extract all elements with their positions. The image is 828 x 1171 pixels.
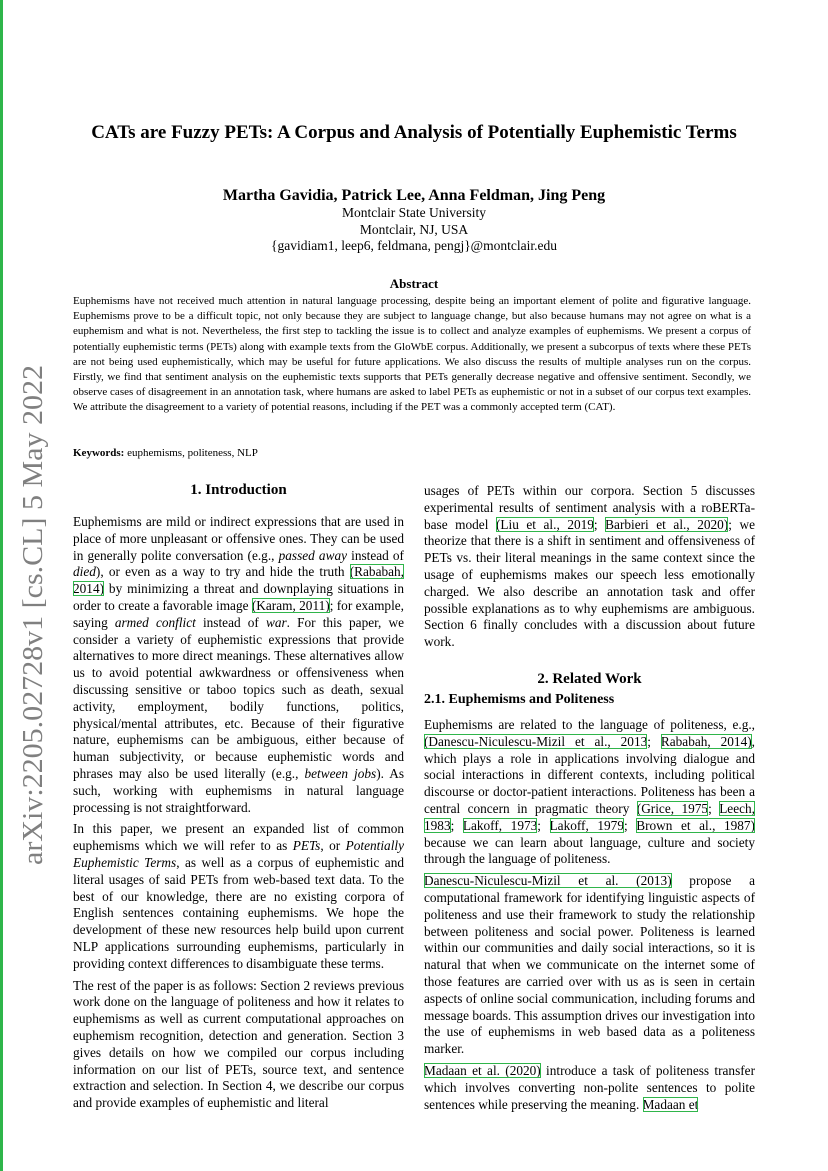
text-run: by minimizing a threat and downplaying situations in order to create a favorable image <box>73 581 404 613</box>
related-paragraph-1 <box>424 717 755 868</box>
text-run: ; <box>593 516 606 532</box>
page-edge-marker <box>0 0 3 1171</box>
intro-paragraph-1 <box>73 514 404 816</box>
citation-link[interactable]: (Grice, 1975 <box>636 800 709 816</box>
text-run: , which plays a role in applications involving dialogue and social interactions in different contexts, including political discourse or doctor-patient interactions. Politeness has been a central concern in pragmatic theory <box>424 733 755 816</box>
citation-link[interactable]: Madaan et <box>642 1096 699 1112</box>
citation-link[interactable]: Danescu-Niculescu-Mizil et al. (2013) <box>424 873 672 889</box>
paper-authors: Martha Gavidia, Patrick Lee, Anna Feldman, Jing Peng <box>222 187 606 204</box>
emphasis: PETs <box>292 838 321 854</box>
text-run: instead of <box>347 547 404 563</box>
intro-paragraph-4 <box>424 483 755 651</box>
text-run: , or <box>320 838 346 854</box>
text-run: ; <box>450 817 463 833</box>
text-run: , as well as a corpus of euphemistic and literal usages of said PETs from web-based text data. To the best of our knowledge, there are no existing corpora of English sentences containing euphemisms. We hope the development of these new resources help build upon current NLP applications surrounding euphemisms, particularly in providing context differences to disambiguate these terms. <box>73 854 404 971</box>
citation-link[interactable]: (Danescu-Niculescu-Mizil et al., 2013 <box>424 733 648 749</box>
citation-link[interactable]: Barbieri et al., 2020) <box>605 516 729 532</box>
arxiv-id-text: arXiv:2205.02728v1 [cs.CL] 5 May 2022 <box>17 381 49 865</box>
text-run: ; <box>708 800 720 816</box>
text-run: introduce a task of politeness transfer which involves converting non-polite sentences to polite sentences while preserving the meaning. <box>424 1062 756 1112</box>
citation-link[interactable]: (Karam, 2011) <box>251 597 330 613</box>
citation-link[interactable]: Leech, 1983 <box>424 800 755 833</box>
emphasis: died <box>73 564 96 580</box>
text-run: usages of PETs within our corpora. Section 5 discusses experimental results of sentiment analysis with a roBERTa-base model <box>424 483 755 532</box>
intro-paragraph-3: The rest of the paper is as follows: Section 2 reviews previous work done on the language of politeness and how it relates to euphemisms as well as current computational approaches on euphemism recognition, detection and generation. Section 3 gives details on how we compiled our corpus including information on our list of PETs, source text, and sentence extraction and selection. In Section 4, we describe our corpus and provide examples of euphemistic and literal <box>73 977 404 1111</box>
paper-title: CATs are Fuzzy PETs: A Corpus and Analysis of Potentially Euphemistic Terms <box>91 122 737 143</box>
emphasis: Potentially Euphemistic Terms <box>73 838 404 870</box>
arxiv-stamp <box>17 360 62 870</box>
emphasis: between jobs <box>304 765 377 781</box>
emphasis: war <box>265 614 287 630</box>
citation-link[interactable]: Madaan et al. (2020) <box>424 1062 541 1078</box>
abstract-text: Euphemisms have not received much attention in natural language processing, despite being an important element of polite and figurative language. Euphemisms prove to be a difficult topic, not only because they are subject to language change, but also because humans may not agree on what is a euphemism and what is not. Nevertheless, the first step to tackling the issue is to collect and analyze examples of euphemisms. We present a corpus of potentially euphemistic terms (PETs) along with example texts from the GloWbE corpus. Additionally, we present a subcorpus of texts where these PETs are not being used euphemistically, which may be useful for future applications. We also discuss the results of multiple analyses run on the corpus. Firstly, we find that sentiment analysis on the euphemistic texts supports that PETs generally decrease negative and offensive sentiment. Secondly, we observe cases of disagreement in an annotation task, where humans are asked to label PETs as euphemistic or not in a subset of our corpus text examples. We attribute the disagreement to a variety of potential reasons, including if the PET was a commonly accepted term (CAT). <box>73 295 751 414</box>
related-paragraph-2 <box>424 873 755 1058</box>
citation-link[interactable]: Rababah, 2014) <box>660 733 752 749</box>
text-run: Euphemisms are mild or indirect expressions that are used in place of more unpleasant or offensive ones. They can be used in generally polite conversation (e.g., <box>73 514 404 563</box>
section-2-heading: 2. Related Work <box>537 670 642 687</box>
location: Montclair, NJ, USA <box>359 221 469 237</box>
right-column <box>424 483 755 1118</box>
related-paragraph-3 <box>424 1063 755 1113</box>
text-run: because we can learn about language, culture and society through the language of politeness. <box>424 834 755 867</box>
section-1-heading: 1. Introduction <box>190 482 287 498</box>
keywords-value: euphemisms, politeness, NLP <box>124 447 258 459</box>
text-run: ; we theorize that there is a shift in sentiment and offensiveness of PETs vs. their literal meanings in the same context since the usage of euphemisms makes our speech less emotionally charged. We also describe an annotation task and offer possible explanations as to why euphemisms are ambiguous. Section 6 finally concludes with a discussion about future work. <box>424 516 755 650</box>
affiliation-block <box>70 205 758 255</box>
citation-link[interactable]: Brown et al., 1987) <box>636 817 755 833</box>
citation-link[interactable]: (Rababah, 2014) <box>73 564 404 597</box>
text-run: ), or even as a way to try and hide the truth <box>95 564 350 580</box>
emphasis: armed conflict <box>114 614 196 630</box>
text-run: Euphemisms are related to the language of politeness, e.g., <box>424 716 755 732</box>
emails: {gavidiam1, leep6, feldmana, pengj}@montclair.edu <box>271 238 557 253</box>
citation-link[interactable]: Lakoff, 1973 <box>462 817 538 833</box>
text-run: ; for example, saying <box>73 597 404 630</box>
text-run: ). As such, working with euphemisms in natural language processing is not straightforward. <box>73 765 405 815</box>
text-run: . For this paper, we consider a variety of euphemistic expressions that provide alternatives to more direct meanings. These alternatives allow us to avoid potential awkwardness or offensiveness when discussing sensitive or taboo topics such as death, sexual activity, employment, bodily functions, politics, physical/mental attributes, etc. Because of their figurative nature, euphemisms can be ambiguous, either because of human subjectivity, or because euphemistic words and phrases may also be used literally (e.g., <box>73 614 404 781</box>
citation-link[interactable]: (Liu et al., 2019 <box>495 516 594 532</box>
left-column <box>73 480 404 1117</box>
keywords-line <box>73 446 751 461</box>
text-run: In this paper, we present an expanded list of common euphemisms which we will refer to as <box>73 821 404 854</box>
text-run: propose a computational framework for identifying linguistic aspects of politeness and use their framework to study the relationship between politeness and social power. Politeness is learned within our communities and daily social interactions, so it is natural that when we communicate on the internet some of those features are carried over with us as is seen in certain aspects of online social communication, including forums and message boards. This assumption drives our investigation into the use of euphemisms in web based data as a politeness marker. <box>424 873 755 1057</box>
text-run: instead of <box>195 614 266 630</box>
emphasis: passed away <box>278 547 347 563</box>
citation-link[interactable]: Lakoff, 1979 <box>549 817 624 833</box>
text-run: ; <box>623 817 637 833</box>
subsection-2-1-heading: 2.1. Euphemisms and Politeness <box>424 691 615 707</box>
keywords-label: Keywords: <box>73 447 125 459</box>
text-run: ; <box>537 817 550 833</box>
intro-paragraph-2 <box>73 821 404 972</box>
abstract-heading: Abstract <box>389 276 439 291</box>
text-run: ; <box>647 733 661 749</box>
arxiv-stamp-svg <box>17 360 62 870</box>
affiliation: Montclair State University <box>342 205 486 220</box>
